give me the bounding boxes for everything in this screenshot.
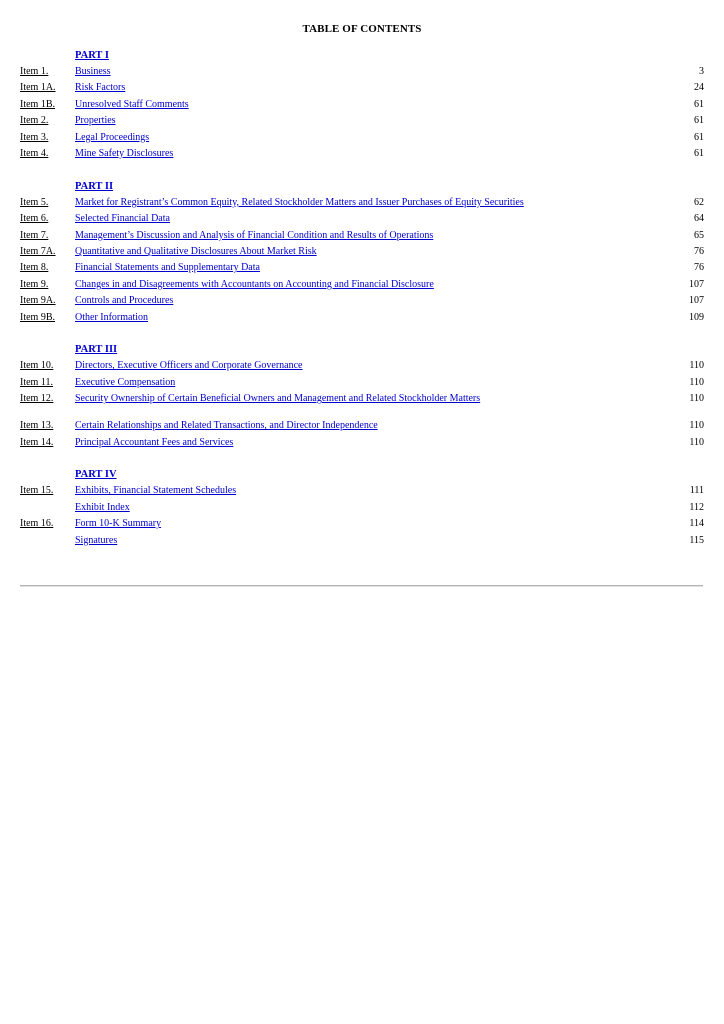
item-number: Item 2. xyxy=(20,115,49,127)
item-number: Item 11. xyxy=(20,376,53,388)
page-number: 65 xyxy=(694,229,704,241)
toc-row xyxy=(20,80,704,96)
page-number: 110 xyxy=(689,420,704,432)
page-number: 61 xyxy=(694,98,704,110)
page-number: 64 xyxy=(694,213,704,225)
page-number: 115 xyxy=(689,534,704,546)
item-number: Item 7. xyxy=(20,229,49,241)
toc-link[interactable]: Business xyxy=(75,66,111,77)
toc-link[interactable]: Security Ownership of Certain Beneficial Owners and Management and Related Stockholder Matters xyxy=(75,393,481,405)
page-number: 62 xyxy=(694,196,704,208)
toc-row xyxy=(20,113,704,129)
toc-row xyxy=(20,435,704,451)
page-number: 107 xyxy=(689,278,704,290)
page-divider xyxy=(20,585,703,587)
page-number: 110 xyxy=(689,436,704,448)
item-number: Item 1B. xyxy=(20,98,55,110)
section-spacer xyxy=(20,451,704,468)
toc-link[interactable]: Directors, Executive Officers and Corporate Governance xyxy=(75,360,303,372)
toc-link[interactable]: Quantitative and Qualitative Disclosures About Market Risk xyxy=(75,246,317,258)
toc-link[interactable]: Risk Factors xyxy=(75,82,126,94)
toc-link[interactable]: Market for Registrant’s Common Equity, Related Stockholder Matters and Issuer Purchases of Equity Securities xyxy=(75,196,524,208)
toc-row xyxy=(20,500,704,516)
toc-row xyxy=(20,358,704,374)
part-heading-2[interactable]: PART II xyxy=(75,180,114,192)
part-heading-3[interactable]: PART III xyxy=(75,344,118,356)
page-number: 110 xyxy=(689,393,704,405)
row-spacer xyxy=(20,408,704,419)
toc-link[interactable]: Exhibits, Financial Statement Schedules xyxy=(75,485,237,497)
page-number: 3 xyxy=(699,66,704,77)
page-number: 111 xyxy=(689,485,704,497)
page-number: 110 xyxy=(689,376,704,388)
toc-link[interactable]: Unresolved Staff Comments xyxy=(75,98,189,110)
toc-link[interactable]: Other Information xyxy=(75,311,149,323)
toc-link[interactable]: Exhibit Index xyxy=(75,501,130,513)
toc-row xyxy=(20,64,704,80)
toc-row xyxy=(20,391,704,407)
item-number: Item 14. xyxy=(20,436,54,448)
item-number: Item 5. xyxy=(20,196,49,208)
page-number: 109 xyxy=(689,311,704,323)
page-number: 76 xyxy=(694,262,704,274)
page-number: 110 xyxy=(689,360,704,372)
toc-link[interactable]: Management’s Discussion and Analysis of Financial Condition and Results of Operations xyxy=(75,229,434,241)
toc-row xyxy=(20,97,704,113)
item-number: Item 10. xyxy=(20,360,54,372)
item-number: Item 1. xyxy=(20,66,49,77)
part-heading-1[interactable]: PART I xyxy=(75,50,109,61)
toc-row xyxy=(20,146,704,162)
toc-link[interactable]: Controls and Procedures xyxy=(75,295,174,307)
toc-row xyxy=(20,277,704,293)
item-number: Item 1A. xyxy=(20,82,56,94)
item-number: Item 3. xyxy=(20,131,49,143)
part-heading-4[interactable]: PART IV xyxy=(75,469,117,481)
toc-link[interactable]: Certain Relationships and Related Transactions, and Director Independence xyxy=(75,420,378,432)
toc-link[interactable]: Executive Compensation xyxy=(75,376,176,388)
item-number: Item 15. xyxy=(20,485,54,497)
toc-link[interactable]: Principal Accountant Fees and Services xyxy=(75,436,234,448)
table-of-contents xyxy=(20,48,704,549)
toc-link[interactable]: Legal Proceedings xyxy=(75,131,150,143)
toc-row xyxy=(20,375,704,391)
item-number: Item 8. xyxy=(20,262,49,274)
page-number: 61 xyxy=(694,131,704,143)
item-number: Item 9. xyxy=(20,278,49,290)
item-number: Item 16. xyxy=(20,518,54,530)
page-number: 112 xyxy=(689,501,704,513)
item-number: Item 12. xyxy=(20,393,54,405)
toc-link[interactable]: Form 10-K Summary xyxy=(75,518,162,530)
item-number: Item 9A. xyxy=(20,295,56,307)
item-number: Item 9B. xyxy=(20,311,55,323)
page-number: 114 xyxy=(689,518,704,530)
toc-row xyxy=(20,228,704,244)
toc-link[interactable]: Selected Financial Data xyxy=(75,213,170,225)
toc-link[interactable]: Signatures xyxy=(75,534,118,546)
page-number: 61 xyxy=(694,115,704,127)
page-number: 107 xyxy=(689,295,704,307)
page-number: 76 xyxy=(694,246,704,258)
toc-row xyxy=(20,130,704,146)
toc-row xyxy=(20,211,704,227)
item-number: Item 4. xyxy=(20,147,49,159)
section-spacer xyxy=(20,162,704,179)
item-number: Item 7A. xyxy=(20,246,56,258)
item-number: Item 6. xyxy=(20,213,49,225)
toc-row xyxy=(20,310,704,326)
section-spacer xyxy=(20,326,704,343)
toc-link[interactable]: Financial Statements and Supplementary Data xyxy=(75,262,260,274)
toc-row xyxy=(20,195,704,211)
toc-row xyxy=(20,483,704,499)
toc-row xyxy=(20,260,704,276)
toc-link[interactable]: Properties xyxy=(75,115,116,127)
item-number: Item 13. xyxy=(20,420,54,432)
toc-row xyxy=(20,533,704,549)
toc-row xyxy=(20,418,704,434)
toc-row xyxy=(20,293,704,309)
toc-row xyxy=(20,244,704,260)
toc-link[interactable]: Mine Safety Disclosures xyxy=(75,147,174,159)
toc-link[interactable]: Changes in and Disagreements with Accountants on Accounting and Financial Disclosure xyxy=(75,278,434,290)
toc-row xyxy=(20,516,704,532)
page-number: 24 xyxy=(694,82,704,94)
page-number: 61 xyxy=(694,147,704,159)
page-title: TABLE OF CONTENTS xyxy=(302,23,422,35)
